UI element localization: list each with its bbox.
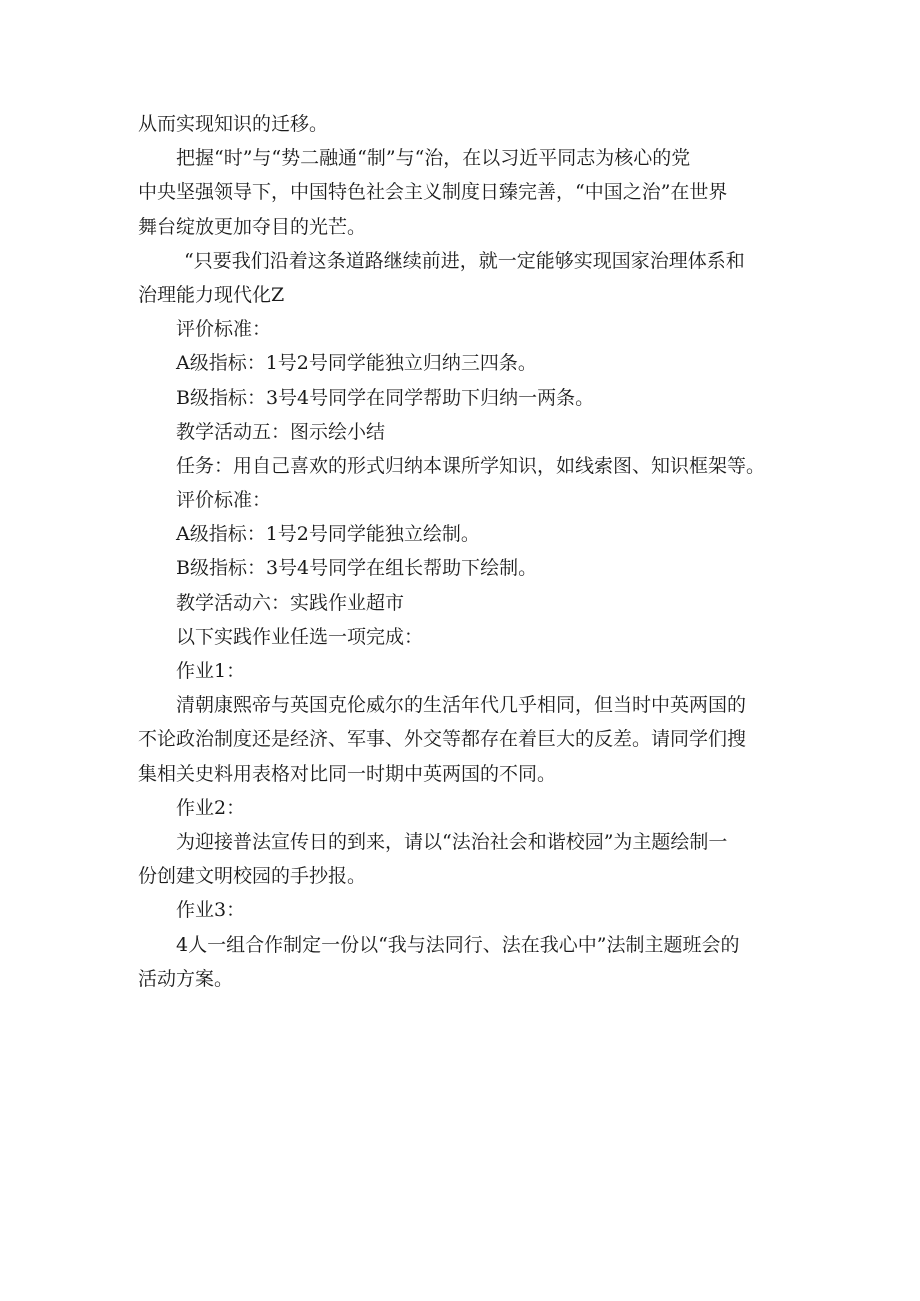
text-line: 不论政治制度还是经济、军事、外交等都存在着巨大的反差。请同学们搜 [138, 728, 747, 751]
text-line: 作业1： [176, 660, 246, 682]
text-line: 教学活动六：实践作业超市 [176, 591, 405, 614]
text-line: 活动方案。 [138, 967, 234, 990]
document-body [138, 107, 806, 996]
text-line: 份创建文明校园的手抄报。 [138, 865, 367, 888]
text-line: 舞台绽放更加夺目的光芒。 [138, 215, 367, 238]
text-line: “只要我们沿着这条道路继续前进，就一定能够实现国家治理体系和 [184, 249, 745, 272]
text-line: 4人一组合作制定一份以“我与法同行、法在我心中”法制主题班会的 [176, 933, 740, 956]
text-line: 评价标准： [176, 489, 272, 512]
text-line: 任务：用自己喜欢的形式归纳本课所学知识，如线索图、知识框架等。 [176, 454, 766, 477]
text-line: A级指标：1号2号同学能独立绘制。 [176, 523, 480, 546]
text-line: 作业3： [176, 899, 246, 922]
text-line: 把握“时”与“势二融通“制”与“治，在以习近平同志为核心的党 [176, 147, 691, 170]
text-line: B级指标：3号4号同学在组长帮助下绘制。 [176, 557, 538, 580]
text-line: 为迎接普法宣传日的到来，请以“法治社会和谐校园”为主题绘制一 [176, 830, 728, 853]
text-line: 集相关史料用表格对比同一时期中英两国的不同。 [138, 762, 557, 785]
text-line: 治理能力现代化Z [138, 283, 285, 306]
text-line: 教学活动五：图示绘小结 [176, 420, 386, 443]
text-line: 从而实现知识的迁移。 [138, 113, 329, 135]
text-line: A级指标：1号2号同学能独立归纳三四条。 [176, 352, 537, 375]
text-line: 作业2： [176, 796, 246, 819]
text-line: 评价标准： [176, 318, 272, 341]
text-line: 清朝康熙帝与英国克伦威尔的生活年代几乎相同，但当时中英两国的 [176, 694, 747, 717]
text-line: 以下实践作业任选一项完成： [176, 625, 424, 648]
text-line: B级指标：3号4号同学在同学帮助下归纳一两条。 [176, 386, 595, 409]
text-line: 中央坚强领导下，中国特色社会主义制度日臻完善，“中国之治”在世界 [138, 181, 728, 204]
